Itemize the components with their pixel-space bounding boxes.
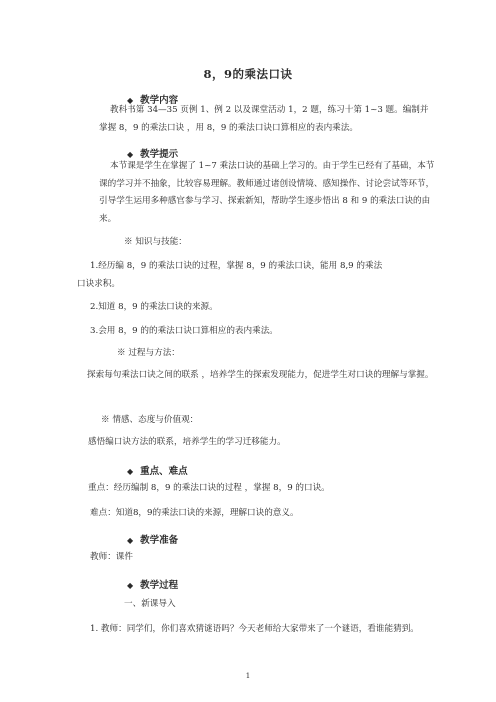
goal-knowledge-item-1: 1.经历编 8，9 的乘法口诀的过程，掌握 8，9 的乘法口诀，能用 8,9 的乘法	[90, 261, 383, 271]
diamond-bullet-icon: ◆	[127, 466, 134, 476]
goal-attitude-text: 感悟编口诀方法的联系，培养学生的学习迁移能力。	[88, 437, 286, 447]
process-step-1: 一、新课导入	[124, 599, 176, 609]
goal-knowledge-heading: ※ 知识与技能：	[124, 237, 187, 247]
goal-process-paragraph: 探索每句乘法口诀之间的联系 ，培养学生的探索发现能力，促进学生对口诀的理解与掌握。	[87, 370, 434, 380]
diamond-bullet-icon: ◆	[127, 580, 134, 590]
section-heading-prep: ◆ 教学准备	[127, 535, 179, 546]
section-heading-key: ◆ 重点、难点	[127, 466, 188, 477]
goal-knowledge-item-3: 3.会用 8，9 的的乘法口诀口算相应的表内乘法。	[90, 326, 278, 336]
goal-knowledge-item-2: 2.知道 8，9 的乘法口诀的来源。	[90, 302, 218, 312]
diamond-bullet-icon: ◆	[127, 149, 134, 159]
page-number: 1	[245, 672, 251, 680]
goal-attitude-heading: ※ 情感、态度与价值观：	[101, 415, 199, 425]
difficulty-text: 难点：知道8，9的乘法口诀的来源，理解口诀的意义。	[90, 508, 299, 518]
section-heading-content: ◆ 教学内容	[127, 95, 179, 106]
section-heading-process: ◆ 教学过程	[127, 580, 179, 591]
content-paragraph: 教科书第 34—35 页例 1、例 2 以及课堂活动 1，2 题，练习十第 1~3 题。编制并掌握 8，9 的乘法口诀 ，用 8，9 的乘法口诀口算相应的表内乘法。	[99, 105, 429, 133]
process-item-1: 1. 教师：同学们，你们喜欢猜谜语吗？今天老师给大家带来了一个谜语，看谁能猜到。	[90, 624, 419, 634]
section-heading-hint: ◆ 教学提示	[127, 149, 179, 160]
diamond-bullet-icon: ◆	[127, 95, 134, 105]
hint-paragraph: 本节课是学生在掌握了 1~7 乘法口诀的基础上学习的。由于学生已经有了基础，本节课的学习并不抽象，比较容易理解。教师通过诸创设情境、感知操作、讨论尝试等环节，引导学生运用多种感官参与学习、探索新知，帮助学生逐步悟出 8 和 9 的乘法口诀的由来。	[99, 161, 435, 224]
goal-process-heading: ※ 过程与方法：	[117, 348, 180, 358]
key-point-text: 重点：经历编制 8，9 的乘法口诀的过程 ，掌握 8，9 的口诀。	[88, 483, 330, 493]
diamond-bullet-icon: ◆	[127, 535, 134, 545]
document-title: 8，9的乘法口诀	[203, 67, 293, 81]
goal-knowledge-item-1-cont: 口诀求积。	[77, 279, 120, 289]
prep-text: 教师：课件	[90, 552, 133, 562]
